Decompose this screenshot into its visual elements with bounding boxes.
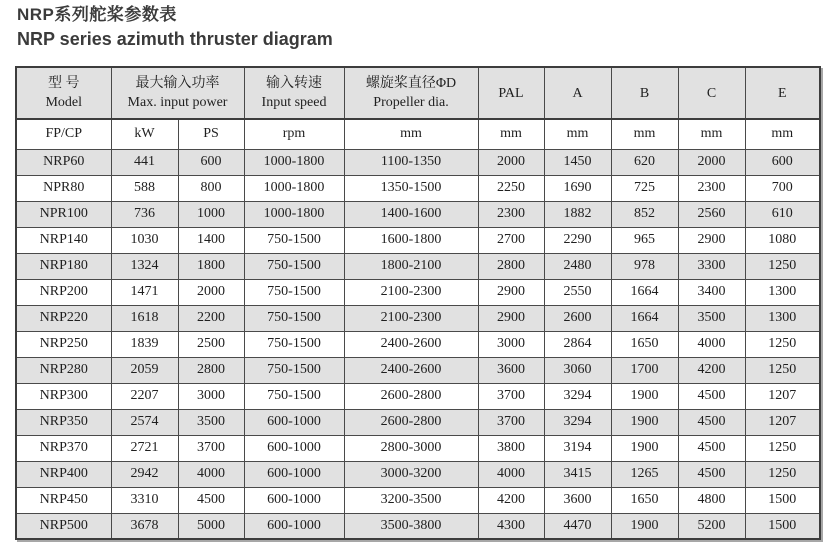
table-cell: 750-1500 bbox=[244, 357, 344, 383]
model-cell: NRP60 bbox=[16, 149, 111, 175]
model-cell: NPR100 bbox=[16, 201, 111, 227]
table-cell: 1300 bbox=[745, 279, 820, 305]
table-cell: 2864 bbox=[544, 331, 611, 357]
table-row bbox=[16, 487, 820, 513]
table-cell: 4500 bbox=[178, 487, 244, 513]
table-cell: 3500 bbox=[678, 305, 745, 331]
table-cell: 1207 bbox=[745, 383, 820, 409]
table-cell: 2574 bbox=[111, 409, 178, 435]
table-row bbox=[16, 461, 820, 487]
table-cell: 2600-2800 bbox=[344, 383, 478, 409]
units-cell-e-mm: mm bbox=[745, 119, 820, 149]
model-cell: NRP180 bbox=[16, 253, 111, 279]
column-header-model-en: Model bbox=[45, 95, 83, 110]
table-cell: 4000 bbox=[678, 331, 745, 357]
table-cell: 1300 bbox=[745, 305, 820, 331]
table-cell: 4000 bbox=[478, 461, 544, 487]
table-row bbox=[16, 409, 820, 435]
table-cell: 1080 bbox=[745, 227, 820, 253]
table-cell: 2942 bbox=[111, 461, 178, 487]
table-cell: 2000 bbox=[478, 149, 544, 175]
table-cell: 2400-2600 bbox=[344, 357, 478, 383]
table-cell: 1900 bbox=[611, 383, 678, 409]
table-cell: 600-1000 bbox=[244, 461, 344, 487]
table-cell: 1324 bbox=[111, 253, 178, 279]
table-cell: 600-1000 bbox=[244, 435, 344, 461]
table-cell: 1400 bbox=[178, 227, 244, 253]
table-row bbox=[16, 175, 820, 201]
table-cell: 1618 bbox=[111, 305, 178, 331]
table-cell: 2400-2600 bbox=[344, 331, 478, 357]
model-cell: NRP370 bbox=[16, 435, 111, 461]
table-cell: 3700 bbox=[478, 409, 544, 435]
model-cell: NRP450 bbox=[16, 487, 111, 513]
table-cell: 3294 bbox=[544, 383, 611, 409]
table-cell: 441 bbox=[111, 149, 178, 175]
model-cell: NRP220 bbox=[16, 305, 111, 331]
column-header-propeller-dia bbox=[344, 67, 478, 119]
table-cell: 600 bbox=[745, 149, 820, 175]
table-cell: 1471 bbox=[111, 279, 178, 305]
table-cell: 3000-3200 bbox=[344, 461, 478, 487]
table-cell: 4200 bbox=[478, 487, 544, 513]
units-cell-kw: kW bbox=[111, 119, 178, 149]
table-cell: 2000 bbox=[678, 149, 745, 175]
table-cell: 2100-2300 bbox=[344, 279, 478, 305]
table-cell: 2800 bbox=[178, 357, 244, 383]
table-row bbox=[16, 383, 820, 409]
table-row bbox=[16, 435, 820, 461]
table-row bbox=[16, 279, 820, 305]
table-cell: 3678 bbox=[111, 513, 178, 539]
table-cell: 600-1000 bbox=[244, 409, 344, 435]
table-cell: 978 bbox=[611, 253, 678, 279]
table-cell: 3600 bbox=[544, 487, 611, 513]
table-cell: 750-1500 bbox=[244, 227, 344, 253]
model-cell: NRP350 bbox=[16, 409, 111, 435]
column-header-input-speed bbox=[244, 67, 344, 119]
table-cell: 2700 bbox=[478, 227, 544, 253]
table-cell: 588 bbox=[111, 175, 178, 201]
table-cell: 3700 bbox=[178, 435, 244, 461]
table-cell: 620 bbox=[611, 149, 678, 175]
table-cell: 610 bbox=[745, 201, 820, 227]
table-cell: 1700 bbox=[611, 357, 678, 383]
table-row bbox=[16, 201, 820, 227]
table-cell: 2600 bbox=[544, 305, 611, 331]
table-cell: 736 bbox=[111, 201, 178, 227]
column-header-input-speed-en: Input speed bbox=[261, 95, 327, 110]
column-header-c: C bbox=[678, 67, 745, 119]
title-block bbox=[0, 0, 830, 52]
table-cell: 750-1500 bbox=[244, 331, 344, 357]
table-cell: 1000-1800 bbox=[244, 149, 344, 175]
table-row bbox=[16, 331, 820, 357]
units-cell-a-mm: mm bbox=[544, 119, 611, 149]
table-cell: 1000-1800 bbox=[244, 201, 344, 227]
units-row bbox=[16, 119, 820, 149]
table-cell: 1839 bbox=[111, 331, 178, 357]
table-cell: 1900 bbox=[611, 435, 678, 461]
table-cell: 2480 bbox=[544, 253, 611, 279]
table-cell: 600 bbox=[178, 149, 244, 175]
table-cell: 5200 bbox=[678, 513, 745, 539]
table-cell: 3310 bbox=[111, 487, 178, 513]
table-cell: 2300 bbox=[678, 175, 745, 201]
table-cell: 2207 bbox=[111, 383, 178, 409]
table-cell: 1400-1600 bbox=[344, 201, 478, 227]
table-cell: 2100-2300 bbox=[344, 305, 478, 331]
model-cell: NRP300 bbox=[16, 383, 111, 409]
table-cell: 2721 bbox=[111, 435, 178, 461]
table-cell: 1650 bbox=[611, 487, 678, 513]
table-cell: 750-1500 bbox=[244, 305, 344, 331]
table-cell: 750-1500 bbox=[244, 279, 344, 305]
table-cell: 600-1000 bbox=[244, 487, 344, 513]
table-cell: 1882 bbox=[544, 201, 611, 227]
table-cell: 3600 bbox=[478, 357, 544, 383]
table-cell: 4470 bbox=[544, 513, 611, 539]
table-cell: 1207 bbox=[745, 409, 820, 435]
table-cell: 1250 bbox=[745, 253, 820, 279]
units-cell-c-mm: mm bbox=[678, 119, 745, 149]
table-cell: 4800 bbox=[678, 487, 745, 513]
page-title-chinese: NRP系列舵桨参数表 bbox=[17, 5, 177, 24]
model-cell: NRP400 bbox=[16, 461, 111, 487]
units-cell-model: FP/CP bbox=[16, 119, 111, 149]
column-header-propeller-dia-en: Propeller dia. bbox=[373, 95, 449, 110]
table-cell: 700 bbox=[745, 175, 820, 201]
table-cell: 3800 bbox=[478, 435, 544, 461]
table-cell: 4500 bbox=[678, 461, 745, 487]
table-cell: 3060 bbox=[544, 357, 611, 383]
table-cell: 1900 bbox=[611, 409, 678, 435]
table-cell: 3400 bbox=[678, 279, 745, 305]
table-cell: 1664 bbox=[611, 305, 678, 331]
table-cell: 2800 bbox=[478, 253, 544, 279]
units-cell-pal-mm: mm bbox=[478, 119, 544, 149]
table-cell: 2900 bbox=[678, 227, 745, 253]
table-cell: 3294 bbox=[544, 409, 611, 435]
table-cell: 4200 bbox=[678, 357, 745, 383]
units-cell-ps: PS bbox=[178, 119, 244, 149]
table-cell: 2250 bbox=[478, 175, 544, 201]
table-cell: 5000 bbox=[178, 513, 244, 539]
table-cell: 1664 bbox=[611, 279, 678, 305]
table-cell: 4500 bbox=[678, 409, 745, 435]
column-header-a: A bbox=[544, 67, 611, 119]
table-cell: 1250 bbox=[745, 331, 820, 357]
model-cell: NRP140 bbox=[16, 227, 111, 253]
column-header-max-input-power-zh: 最大输入功率 bbox=[135, 76, 220, 91]
table-cell: 3500 bbox=[178, 409, 244, 435]
header-row bbox=[16, 67, 820, 119]
model-cell: NRP250 bbox=[16, 331, 111, 357]
table-cell: 1500 bbox=[745, 513, 820, 539]
table-cell: 2200 bbox=[178, 305, 244, 331]
table-cell: 2600-2800 bbox=[344, 409, 478, 435]
table-cell: 2550 bbox=[544, 279, 611, 305]
units-cell-b-mm: mm bbox=[611, 119, 678, 149]
table-cell: 1800 bbox=[178, 253, 244, 279]
table-cell: 800 bbox=[178, 175, 244, 201]
table-cell: 1690 bbox=[544, 175, 611, 201]
table-cell: 3300 bbox=[678, 253, 745, 279]
table-cell: 2900 bbox=[478, 305, 544, 331]
column-header-max-input-power bbox=[111, 67, 244, 119]
table-cell: 1450 bbox=[544, 149, 611, 175]
table-cell: 1030 bbox=[111, 227, 178, 253]
table-cell: 1800-2100 bbox=[344, 253, 478, 279]
table-cell: 2500 bbox=[178, 331, 244, 357]
table-cell: 3200-3500 bbox=[344, 487, 478, 513]
table-cell: 2059 bbox=[111, 357, 178, 383]
units-cell-rpm: rpm bbox=[244, 119, 344, 149]
table-cell: 3000 bbox=[178, 383, 244, 409]
model-cell: NRP200 bbox=[16, 279, 111, 305]
table-cell: 1900 bbox=[611, 513, 678, 539]
table-cell: 750-1500 bbox=[244, 383, 344, 409]
column-header-propeller-dia-zh: 螺旋桨直径ΦD bbox=[365, 76, 457, 91]
column-header-model-zh: 型 号 bbox=[48, 76, 80, 91]
table-cell: 2290 bbox=[544, 227, 611, 253]
table-cell: 4500 bbox=[678, 435, 745, 461]
table-row bbox=[16, 227, 820, 253]
table-cell: 1250 bbox=[745, 435, 820, 461]
column-header-e: E bbox=[745, 67, 820, 119]
table-cell: 852 bbox=[611, 201, 678, 227]
table-row bbox=[16, 357, 820, 383]
model-cell: NRP280 bbox=[16, 357, 111, 383]
table-cell: 2900 bbox=[478, 279, 544, 305]
table-cell: 600-1000 bbox=[244, 513, 344, 539]
column-header-model bbox=[16, 67, 111, 119]
table-cell: 4000 bbox=[178, 461, 244, 487]
table-cell: 4300 bbox=[478, 513, 544, 539]
table-row bbox=[16, 149, 820, 175]
table-row bbox=[16, 513, 820, 539]
model-cell: NRP500 bbox=[16, 513, 111, 539]
thruster-parameter-table bbox=[15, 66, 821, 540]
table-cell: 2800-3000 bbox=[344, 435, 478, 461]
table-cell: 1265 bbox=[611, 461, 678, 487]
table-cell: 3194 bbox=[544, 435, 611, 461]
table-cell: 1000-1800 bbox=[244, 175, 344, 201]
table-cell: 3000 bbox=[478, 331, 544, 357]
table-cell: 1600-1800 bbox=[344, 227, 478, 253]
table-cell: 1250 bbox=[745, 357, 820, 383]
table-cell: 1350-1500 bbox=[344, 175, 478, 201]
page-title-english: NRP series azimuth thruster diagram bbox=[17, 29, 333, 49]
table-cell: 3500-3800 bbox=[344, 513, 478, 539]
table-cell: 965 bbox=[611, 227, 678, 253]
table-cell: 3700 bbox=[478, 383, 544, 409]
table-cell: 2000 bbox=[178, 279, 244, 305]
model-cell: NPR80 bbox=[16, 175, 111, 201]
units-cell-propeller-mm: mm bbox=[344, 119, 478, 149]
column-header-input-speed-zh: 输入转速 bbox=[266, 76, 322, 91]
table-cell: 1100-1350 bbox=[344, 149, 478, 175]
table-cell: 750-1500 bbox=[244, 253, 344, 279]
table-body bbox=[16, 149, 820, 539]
table-cell: 2560 bbox=[678, 201, 745, 227]
table-cell: 2300 bbox=[478, 201, 544, 227]
table-cell: 3415 bbox=[544, 461, 611, 487]
table-cell: 1000 bbox=[178, 201, 244, 227]
column-header-max-input-power-en: Max. input power bbox=[127, 95, 228, 110]
table-cell: 1500 bbox=[745, 487, 820, 513]
table-row bbox=[16, 305, 820, 331]
table-cell: 1250 bbox=[745, 461, 820, 487]
table-cell: 4500 bbox=[678, 383, 745, 409]
table-cell: 725 bbox=[611, 175, 678, 201]
column-header-pal: PAL bbox=[478, 67, 544, 119]
table-cell: 1650 bbox=[611, 331, 678, 357]
column-header-b: B bbox=[611, 67, 678, 119]
table-row bbox=[16, 253, 820, 279]
